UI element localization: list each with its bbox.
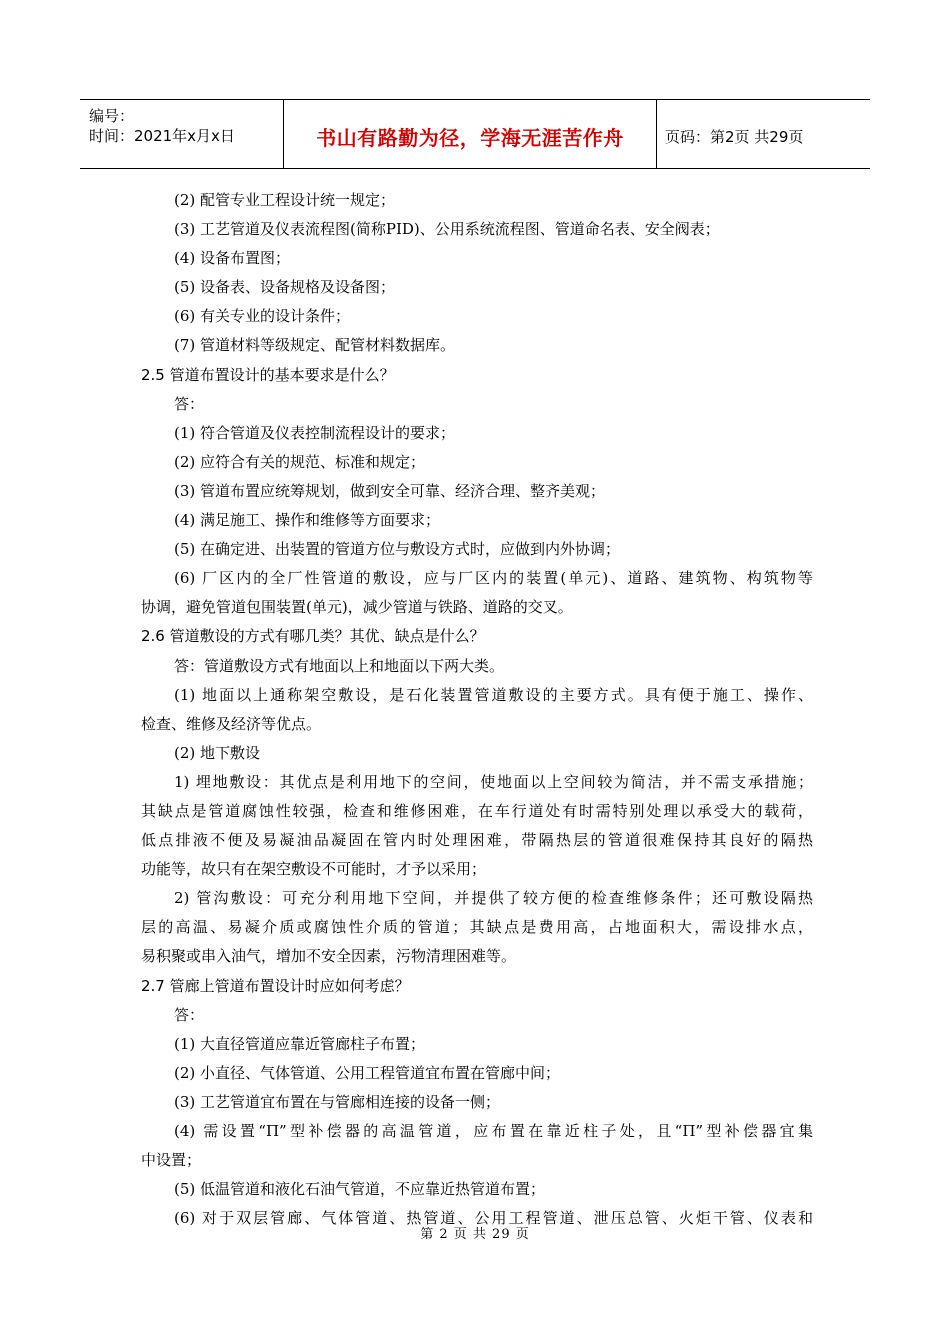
answer-label: 答： xyxy=(174,1005,205,1024)
list-item: (6) 有关专业的设计条件； xyxy=(174,307,351,326)
sub-item: 2) 管沟敷设：可充分利用地下空间，并提供了较方便的检查维修条件；还可敷设隔热 xyxy=(174,889,813,908)
answer-label: 答： xyxy=(174,394,205,413)
list-item: (2) 小直径、气体管道、公用工程管道宜布置在管廊中间； xyxy=(174,1063,561,1082)
section-heading: 2.5 管道布置设计的基本要求是什么？ xyxy=(141,365,395,384)
list-item: (2) 地下敷设 xyxy=(174,743,261,762)
header-meta xyxy=(80,100,284,168)
paragraph-continuation: 中设置； xyxy=(141,1151,202,1170)
sub-item: 1) 埋地敷设：其优点是利用地下的空间，使地面以上空间较为简洁，并不需支承措施； xyxy=(174,772,813,791)
paragraph-continuation: 协调，避免管道包围装置(单元)，减少管道与铁路、道路的交叉。 xyxy=(141,598,573,617)
list-item: (4) 需设置“Π”型补偿器的高温管道，应布置在靠近柱子处，且“Π”型补偿器宜集 xyxy=(174,1122,813,1140)
list-item: (5) 在确定进、出装置的管道方位与敷设方式时，应做到内外协调； xyxy=(174,540,621,559)
list-item: (4) 满足施工、操作和维修等方面要求； xyxy=(174,511,441,530)
list-item: (1) 符合管道及仪表控制流程设计的要求； xyxy=(174,423,456,442)
list-item: (1) 地面以上通称架空敷设，是石化装置管道敷设的主要方式。具有便于施工、操作、 xyxy=(174,685,813,704)
paragraph-continuation: 其缺点是管道腐蚀性较强，检查和维修困难，在车行道处有时需特别处理以承受大的载荷， xyxy=(141,801,813,820)
list-item: (7) 管道材料等级规定、配管材料数据库。 xyxy=(174,336,456,355)
doc-number-label: 编号： xyxy=(89,107,135,125)
section-heading: 2.6 管道敷设的方式有哪几类？其优、缺点是什么？ xyxy=(141,627,485,646)
paragraph-continuation: 层的高温、易凝介质或腐蚀性介质的管道；其缺点是费用高，占地面积大，需设排水点， xyxy=(141,918,813,937)
answer-text: 答：管道敷设方式有地面以上和地面以下两大类。 xyxy=(174,656,505,675)
date-label: 时间：2021年x月x日 xyxy=(89,127,235,145)
header-page-info: 页码：第2页 共29页 xyxy=(665,127,804,146)
list-item: (4) 设备布置图； xyxy=(174,249,291,268)
list-item: (5) 低温管道和液化石油气管道，不应靠近热管道布置； xyxy=(174,1180,546,1199)
page-header xyxy=(80,99,870,169)
list-item: (3) 工艺管道宜布置在与管廊相连接的设备一侧； xyxy=(174,1092,501,1111)
list-item: (5) 设备表、设备规格及设备图； xyxy=(174,278,396,297)
list-item: (6) 厂区内的全厂性管道的敷设，应与厂区内的装置(单元)、道路、建筑物、构筑物等 xyxy=(174,569,813,588)
header-motto: 书山有路勤为径，学海无涯苦作舟 xyxy=(284,100,657,168)
paragraph-continuation: 功能等，故只有在架空敷设不可能时，才予以采用； xyxy=(141,860,487,879)
section-heading: 2.7 管廊上管道布置设计时应如何考虑？ xyxy=(141,976,410,995)
list-item: (2) 应符合有关的规范、标准和规定； xyxy=(174,452,426,471)
paragraph-continuation: 易积聚或串入油气，增加不安全因素，污物清理困难等。 xyxy=(141,947,517,966)
list-item: (6) 对于双层管廊、气体管道、热管道、公用工程管道、泄压总管、火炬干管、仪表和 xyxy=(174,1209,813,1228)
paragraph-continuation: 检查、维修及经济等优点。 xyxy=(141,714,322,733)
paragraph-continuation: 低点排液不便及易凝油品凝固在管内时处理困难，带隔热层的管道很难保持其良好的隔热 xyxy=(141,831,813,850)
page-footer: 第 2 页 共 29 页 xyxy=(420,1227,530,1242)
document-body xyxy=(141,186,813,1233)
list-item: (1) 大直径管道应靠近管廊柱子布置； xyxy=(174,1034,426,1053)
list-item: (2) 配管专业工程设计统一规定； xyxy=(174,191,396,209)
list-item: (3) 工艺管道及仪表流程图(简称PID)、公用系统流程图、管道命名表、安全阀表； xyxy=(174,220,720,239)
list-item: (3) 管道布置应统筹规划，做到安全可靠、经济合理、整齐美观； xyxy=(174,481,606,500)
